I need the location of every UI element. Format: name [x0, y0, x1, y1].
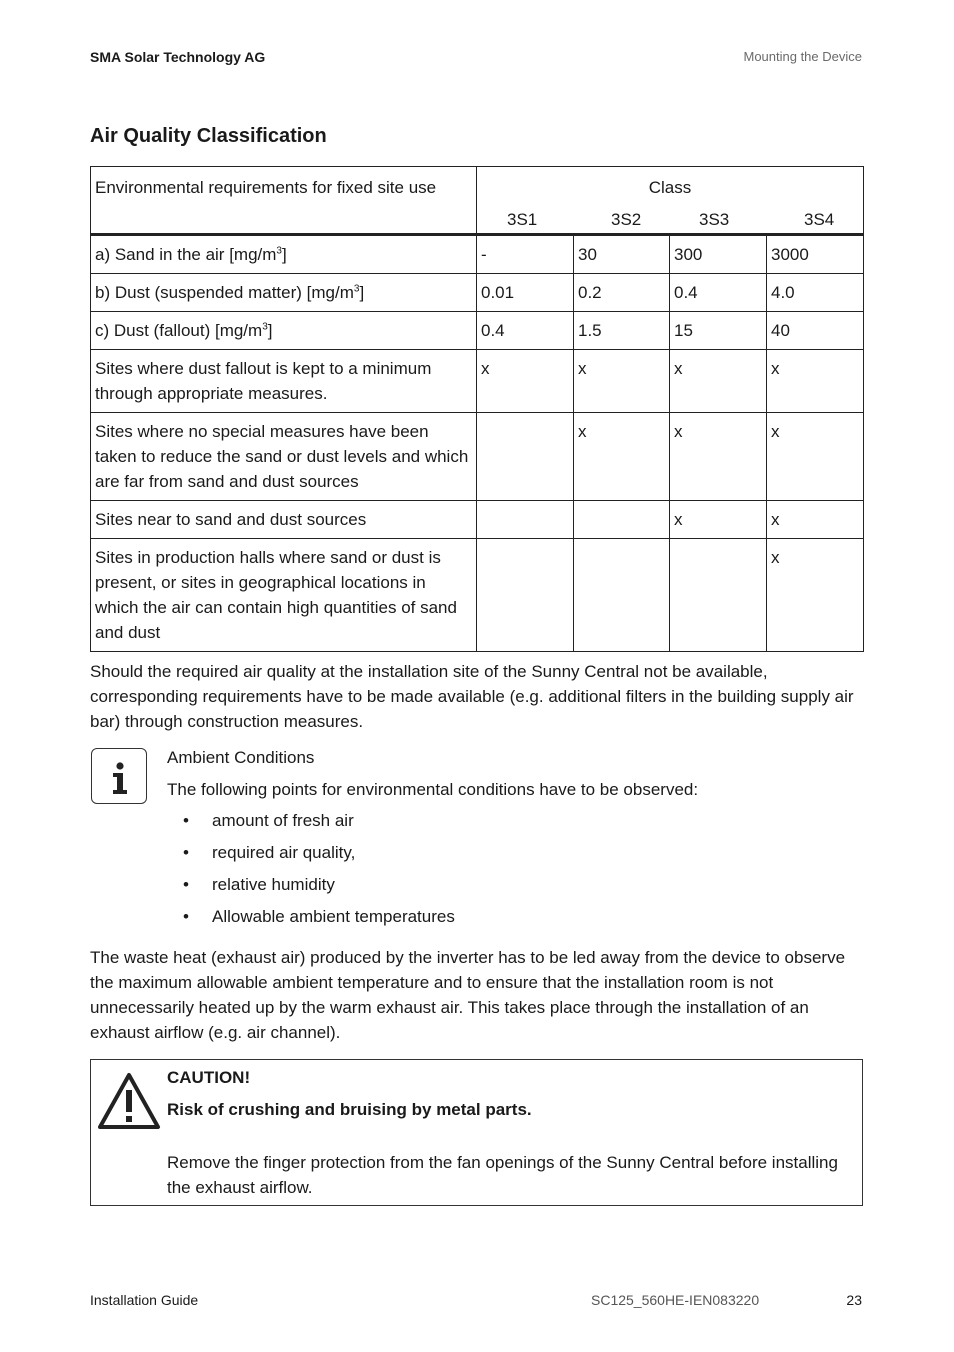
- class-code: 3S3: [699, 210, 730, 229]
- cell-3s2: 30: [574, 235, 670, 274]
- bullet-icon: •: [183, 907, 189, 926]
- cell-3s2: 0.2: [574, 274, 670, 312]
- cell-3s1: 0.4: [477, 312, 574, 350]
- list-item: relative humidity: [212, 875, 335, 894]
- cell-3s2: x: [574, 413, 670, 501]
- cell-3s3: x: [670, 501, 767, 539]
- info-title: Ambient Conditions: [167, 748, 315, 767]
- table-row: [91, 274, 864, 312]
- footer-doc-type: Installation Guide: [90, 1292, 199, 1308]
- cell-3s1: 0.01: [477, 274, 574, 312]
- class-code: 3S1: [507, 210, 538, 229]
- row-label: b) Dust (suspended matter) $[mg/m^3]$: [91, 274, 477, 312]
- cell-3s4: x: [767, 501, 864, 539]
- row-label: a) Sand in the air $[mg/m^3]$: [91, 235, 477, 274]
- bullet-icon: •: [183, 875, 189, 894]
- cell-3s3: [670, 539, 767, 652]
- table-row: [91, 501, 864, 539]
- cell-3s4: x: [767, 350, 864, 413]
- class-header-cell: [477, 167, 864, 235]
- cell-3s1: [477, 501, 574, 539]
- list-item: Allowable ambient temperatures: [212, 907, 455, 926]
- cell-3s1: [477, 413, 574, 501]
- caution-title: CAUTION!: [167, 1068, 251, 1087]
- cell-3s4: 3000: [767, 235, 864, 274]
- header-section: Mounting the Device: [743, 49, 862, 64]
- paragraph-air-quality: Should the required air quality at the installation site of the Sunny Central not be available, corresponding requirements have to be made available (e.g. additional filters in the building supply air bar) through construction measures.: [90, 662, 854, 731]
- row-label: Sites where no special measures have been taken to reduce the sand or dust levels and which are far from sand and dust sources: [91, 413, 477, 501]
- cell-3s2: 1.5: [574, 312, 670, 350]
- cell-3s4: 40: [767, 312, 864, 350]
- class-title: Class: [648, 178, 692, 197]
- list-item: required air quality,: [212, 843, 356, 862]
- caution-body: Remove the finger protection from the fan openings of the Sunny Central before installing the exhaust airflow.: [167, 1153, 838, 1197]
- cell-3s1: -: [477, 235, 574, 274]
- table-row: [91, 413, 864, 501]
- table-row: [91, 350, 864, 413]
- page-number: 23: [846, 1292, 862, 1308]
- cell-3s4: x: [767, 413, 864, 501]
- cell-3s4: x: [767, 539, 864, 652]
- section-heading: Air Quality Classification: [90, 125, 327, 147]
- footer-doc-id: SC125_560HE-IEN083220: [591, 1292, 760, 1308]
- cell-3s1: [477, 539, 574, 652]
- row-label: Sites in production halls where sand or dust is present, or sites in geographical locations in which the air can contain high quantities of sand and dust: [91, 539, 477, 652]
- cell-3s3: 300: [670, 235, 767, 274]
- info-intro: The following points for environmental conditions have to be observed:: [167, 780, 699, 799]
- class-code: 3S2: [611, 210, 642, 229]
- list-item: amount of fresh air: [212, 811, 354, 830]
- warning-icon: [96, 1071, 162, 1131]
- cell-3s2: [574, 539, 670, 652]
- cell-3s3: 15: [670, 312, 767, 350]
- cell-3s2: x: [574, 350, 670, 413]
- row-label: c) Dust (fallout) $[mg/m^3]$: [91, 312, 477, 350]
- requirement-header: Environmental requirements for fixed site use: [91, 167, 477, 235]
- cell-3s3: 0.4: [670, 274, 767, 312]
- table-row: [91, 312, 864, 350]
- bullet-icon: •: [183, 811, 189, 830]
- bullet-icon: •: [183, 843, 189, 862]
- header-company: SMA Solar Technology AG: [90, 49, 266, 65]
- row-label: Sites where dust fallout is kept to a minimum through appropriate measures.: [91, 350, 477, 413]
- caution-subtitle: Risk of crushing and bruising by metal parts.: [167, 1100, 532, 1119]
- paragraph-waste-heat: The waste heat (exhaust air) produced by the inverter has to be led away from the device to observe the maximum allowable ambient temperature and to ensure that the installation room is not unnecessarily heated up by the warm exhaust air. This takes place through the installation of an exhaust airflow (e.g. air channel).: [90, 948, 846, 1042]
- cell-3s3: x: [670, 350, 767, 413]
- cell-3s2: [574, 501, 670, 539]
- row-label: Sites near to sand and dust sources: [91, 501, 477, 539]
- table-row: [91, 235, 864, 274]
- cell-3s1: x: [477, 350, 574, 413]
- cell-3s3: x: [670, 413, 767, 501]
- cell-3s4: 4.0: [767, 274, 864, 312]
- info-icon: [91, 748, 147, 804]
- air-quality-table: [90, 166, 864, 652]
- class-code: 3S4: [804, 210, 835, 229]
- table-header-row: [91, 167, 864, 235]
- table-row: [91, 539, 864, 652]
